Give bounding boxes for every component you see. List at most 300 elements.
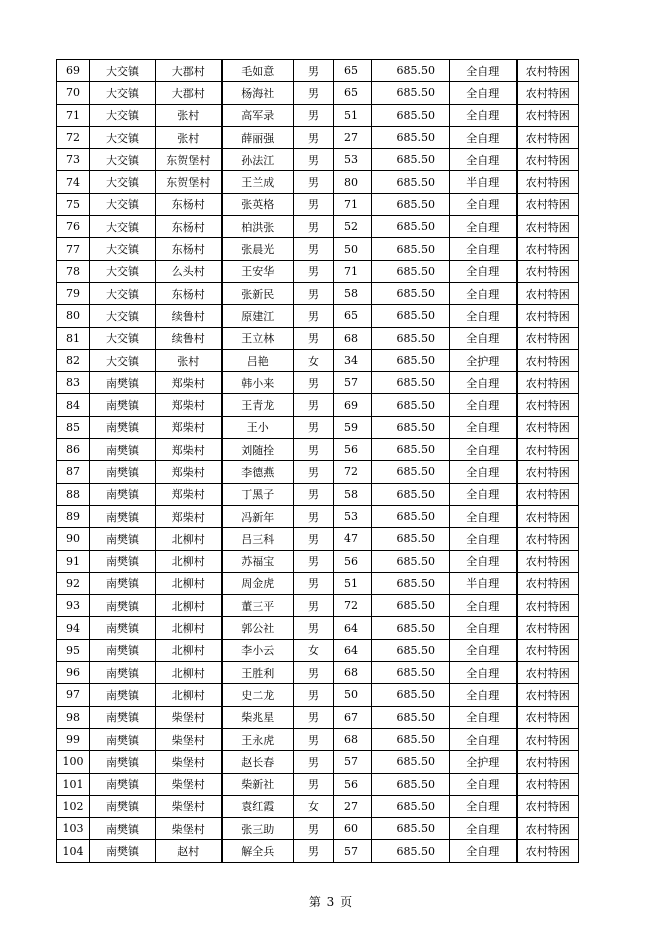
cell-town: 大交镇 [90,260,156,282]
cell-category: 农村特困 [517,260,579,282]
cell-care-level: 全自理 [450,795,517,817]
cell-age: 72 [334,461,372,483]
cell-sex: 男 [294,439,334,461]
cell-sex: 男 [294,595,334,617]
cell-town: 南樊镇 [90,818,156,840]
cell-village: 柴堡村 [156,773,222,795]
cell-sex: 男 [294,617,334,639]
cell-village: 东贺堡村 [156,149,222,171]
cell-care-level: 全自理 [450,305,517,327]
cell-number: 104 [57,840,90,862]
table-row [57,104,579,126]
cell-age: 65 [334,60,372,82]
cell-name: 王永虎 [222,728,294,750]
table-row [57,751,579,773]
cell-care-level: 全自理 [450,684,517,706]
cell-village: 北柳村 [156,617,222,639]
cell-category: 农村特困 [517,416,579,438]
table-row [57,216,579,238]
cell-town: 大交镇 [90,216,156,238]
cell-sex: 男 [294,126,334,148]
table-row [57,528,579,550]
cell-village: 北柳村 [156,550,222,572]
table-row [57,305,579,327]
cell-amount: 685.50 [372,840,450,862]
cell-sex: 男 [294,327,334,349]
table-row [57,260,579,282]
cell-category: 农村特困 [517,193,579,215]
cell-amount: 685.50 [372,728,450,750]
cell-sex: 男 [294,305,334,327]
cell-sex: 男 [294,728,334,750]
cell-village: 续鲁村 [156,305,222,327]
cell-care-level: 全自理 [450,639,517,661]
table-row [57,505,579,527]
cell-village: 东贺堡村 [156,171,222,193]
cell-care-level: 全自理 [450,706,517,728]
cell-number: 73 [57,149,90,171]
cell-village: 郑柴村 [156,416,222,438]
cell-care-level: 全自理 [450,260,517,282]
cell-amount: 685.50 [372,327,450,349]
cell-village: 北柳村 [156,595,222,617]
table-row [57,171,579,193]
table-row [57,684,579,706]
cell-number: 99 [57,728,90,750]
cell-care-level: 全自理 [450,662,517,684]
cell-number: 92 [57,572,90,594]
table-row [57,773,579,795]
cell-town: 大交镇 [90,171,156,193]
cell-age: 65 [334,82,372,104]
cell-care-level: 全自理 [450,82,517,104]
cell-village: 郑柴村 [156,394,222,416]
cell-village: 北柳村 [156,528,222,550]
cell-town: 大交镇 [90,126,156,148]
cell-amount: 685.50 [372,439,450,461]
cell-name: 冯新年 [222,505,294,527]
cell-age: 57 [334,751,372,773]
cell-category: 农村特困 [517,238,579,260]
cell-sex: 男 [294,416,334,438]
table-row [57,818,579,840]
cell-age: 50 [334,238,372,260]
cell-name: 柴兆星 [222,706,294,728]
cell-sex: 女 [294,349,334,371]
page-number: 第 3 页 [308,895,354,909]
cell-amount: 685.50 [372,773,450,795]
cell-category: 农村特困 [517,461,579,483]
table-row [57,461,579,483]
cell-name: 吕艳 [222,349,294,371]
cell-number: 79 [57,282,90,304]
cell-name: 王兰成 [222,171,294,193]
cell-care-level: 全自理 [450,372,517,394]
cell-category: 农村特困 [517,216,579,238]
table-row [57,416,579,438]
table-row [57,327,579,349]
cell-care-level: 全自理 [450,216,517,238]
cell-village: 北柳村 [156,639,222,661]
cell-age: 51 [334,572,372,594]
cell-town: 大交镇 [90,349,156,371]
cell-age: 57 [334,840,372,862]
cell-care-level: 全自理 [450,528,517,550]
table-row [57,193,579,215]
cell-age: 68 [334,662,372,684]
cell-village: 郑柴村 [156,439,222,461]
cell-town: 大交镇 [90,238,156,260]
cell-town: 南樊镇 [90,617,156,639]
cell-category: 农村特困 [517,505,579,527]
cell-amount: 685.50 [372,818,450,840]
cell-name: 张英格 [222,193,294,215]
table-row [57,238,579,260]
table-row [57,840,579,862]
cell-amount: 685.50 [372,282,450,304]
cell-age: 50 [334,684,372,706]
cell-village: 东杨村 [156,282,222,304]
cell-town: 大交镇 [90,60,156,82]
cell-village: 张村 [156,349,222,371]
cell-age: 80 [334,171,372,193]
cell-village: 郑柴村 [156,372,222,394]
cell-amount: 685.50 [372,126,450,148]
cell-category: 农村特困 [517,60,579,82]
cell-category: 农村特困 [517,394,579,416]
cell-amount: 685.50 [372,372,450,394]
cell-name: 李小云 [222,639,294,661]
cell-category: 农村特困 [517,483,579,505]
cell-town: 大交镇 [90,82,156,104]
cell-name: 袁红霞 [222,795,294,817]
cell-town: 南樊镇 [90,483,156,505]
cell-town: 南樊镇 [90,439,156,461]
cell-category: 农村特困 [517,82,579,104]
cell-sex: 男 [294,684,334,706]
cell-sex: 男 [294,149,334,171]
table-row [57,149,579,171]
cell-name: 吕三科 [222,528,294,550]
cell-care-level: 全自理 [450,60,517,82]
cell-town: 南樊镇 [90,416,156,438]
cell-amount: 685.50 [372,617,450,639]
cell-age: 56 [334,773,372,795]
cell-village: 东杨村 [156,193,222,215]
cell-care-level: 全自理 [450,483,517,505]
cell-age: 47 [334,528,372,550]
cell-name: 柏洪张 [222,216,294,238]
cell-sex: 男 [294,193,334,215]
cell-name: 丁黑子 [222,483,294,505]
cell-sex: 男 [294,550,334,572]
cell-sex: 男 [294,216,334,238]
cell-age: 69 [334,394,372,416]
cell-village: 郑柴村 [156,505,222,527]
cell-number: 86 [57,439,90,461]
cell-amount: 685.50 [372,550,450,572]
table-row [57,617,579,639]
cell-number: 98 [57,706,90,728]
cell-number: 101 [57,773,90,795]
cell-village: 么头村 [156,260,222,282]
cell-amount: 685.50 [372,483,450,505]
cell-sex: 男 [294,372,334,394]
cell-name: 王安华 [222,260,294,282]
cell-number: 77 [57,238,90,260]
cell-amount: 685.50 [372,461,450,483]
cell-name: 原建江 [222,305,294,327]
cell-age: 53 [334,505,372,527]
table-row [57,439,579,461]
cell-care-level: 全自理 [450,193,517,215]
cell-village: 柴堡村 [156,728,222,750]
cell-sex: 女 [294,639,334,661]
cell-name: 柴新社 [222,773,294,795]
cell-number: 100 [57,751,90,773]
cell-town: 南樊镇 [90,505,156,527]
cell-amount: 685.50 [372,60,450,82]
cell-amount: 685.50 [372,149,450,171]
cell-care-level: 全护理 [450,751,517,773]
cell-town: 南樊镇 [90,572,156,594]
cell-town: 南樊镇 [90,394,156,416]
cell-age: 58 [334,282,372,304]
cell-village: 大郡村 [156,60,222,82]
cell-care-level: 全自理 [450,840,517,862]
cell-number: 103 [57,818,90,840]
cell-sex: 男 [294,751,334,773]
cell-town: 大交镇 [90,193,156,215]
cell-number: 78 [57,260,90,282]
cell-sex: 男 [294,706,334,728]
cell-village: 柴堡村 [156,818,222,840]
cell-category: 农村特困 [517,171,579,193]
cell-amount: 685.50 [372,706,450,728]
cell-name: 史二龙 [222,684,294,706]
table-row [57,126,579,148]
cell-sex: 男 [294,82,334,104]
cell-age: 59 [334,416,372,438]
cell-care-level: 全自理 [450,595,517,617]
cell-name: 王立林 [222,327,294,349]
cell-category: 农村特困 [517,795,579,817]
cell-number: 96 [57,662,90,684]
cell-number: 102 [57,795,90,817]
table-row [57,372,579,394]
cell-category: 农村特困 [517,773,579,795]
cell-number: 82 [57,349,90,371]
recipient-table [56,59,579,863]
cell-category: 农村特困 [517,751,579,773]
cell-number: 91 [57,550,90,572]
cell-age: 27 [334,126,372,148]
cell-care-level: 全自理 [450,327,517,349]
cell-name: 张晨光 [222,238,294,260]
cell-sex: 男 [294,773,334,795]
cell-category: 农村特困 [517,684,579,706]
cell-age: 34 [334,349,372,371]
cell-number: 90 [57,528,90,550]
cell-name: 王青龙 [222,394,294,416]
cell-town: 大交镇 [90,305,156,327]
cell-town: 大交镇 [90,327,156,349]
cell-category: 农村特困 [517,305,579,327]
cell-number: 87 [57,461,90,483]
cell-name: 解全兵 [222,840,294,862]
table-row [57,662,579,684]
cell-amount: 685.50 [372,260,450,282]
cell-amount: 685.50 [372,394,450,416]
cell-care-level: 全自理 [450,461,517,483]
table-row [57,706,579,728]
cell-number: 88 [57,483,90,505]
cell-care-level: 全自理 [450,818,517,840]
cell-age: 27 [334,795,372,817]
cell-care-level: 全自理 [450,238,517,260]
cell-amount: 685.50 [372,684,450,706]
cell-town: 南樊镇 [90,840,156,862]
cell-amount: 685.50 [372,349,450,371]
table-body [57,60,579,863]
cell-sex: 男 [294,394,334,416]
cell-sex: 男 [294,238,334,260]
cell-name: 韩小来 [222,372,294,394]
cell-village: 赵村 [156,840,222,862]
cell-town: 南樊镇 [90,639,156,661]
cell-town: 南樊镇 [90,751,156,773]
cell-town: 南樊镇 [90,728,156,750]
cell-name: 苏福宝 [222,550,294,572]
cell-village: 东杨村 [156,238,222,260]
cell-care-level: 全自理 [450,550,517,572]
cell-name: 周金虎 [222,572,294,594]
cell-care-level: 全自理 [450,439,517,461]
cell-number: 71 [57,104,90,126]
cell-category: 农村特困 [517,818,579,840]
cell-sex: 男 [294,528,334,550]
cell-age: 68 [334,327,372,349]
cell-sex: 男 [294,505,334,527]
cell-amount: 685.50 [372,662,450,684]
cell-amount: 685.50 [372,193,450,215]
cell-name: 杨海社 [222,82,294,104]
cell-age: 58 [334,483,372,505]
cell-village: 张村 [156,104,222,126]
cell-name: 高军录 [222,104,294,126]
cell-care-level: 全自理 [450,126,517,148]
cell-sex: 男 [294,572,334,594]
cell-name: 薛丽强 [222,126,294,148]
cell-amount: 685.50 [372,416,450,438]
cell-age: 72 [334,595,372,617]
table-row [57,483,579,505]
cell-number: 83 [57,372,90,394]
cell-town: 南樊镇 [90,550,156,572]
cell-number: 75 [57,193,90,215]
cell-category: 农村特困 [517,126,579,148]
cell-village: 柴堡村 [156,706,222,728]
cell-category: 农村特困 [517,372,579,394]
cell-sex: 男 [294,171,334,193]
cell-town: 大交镇 [90,104,156,126]
cell-name: 孙法江 [222,149,294,171]
cell-amount: 685.50 [372,595,450,617]
cell-category: 农村特困 [517,550,579,572]
cell-category: 农村特困 [517,706,579,728]
table-row [57,728,579,750]
cell-care-level: 全自理 [450,282,517,304]
cell-care-level: 半自理 [450,171,517,193]
cell-amount: 685.50 [372,795,450,817]
cell-number: 76 [57,216,90,238]
cell-name: 王小 [222,416,294,438]
cell-amount: 685.50 [372,82,450,104]
cell-number: 70 [57,82,90,104]
cell-town: 南樊镇 [90,461,156,483]
cell-name: 赵长春 [222,751,294,773]
cell-amount: 685.50 [372,528,450,550]
cell-number: 85 [57,416,90,438]
table-row [57,82,579,104]
cell-sex: 女 [294,795,334,817]
cell-category: 农村特困 [517,282,579,304]
cell-age: 53 [334,149,372,171]
cell-care-level: 全自理 [450,773,517,795]
cell-number: 72 [57,126,90,148]
cell-sex: 男 [294,662,334,684]
cell-category: 农村特困 [517,149,579,171]
cell-category: 农村特困 [517,572,579,594]
cell-number: 93 [57,595,90,617]
cell-sex: 男 [294,818,334,840]
cell-number: 95 [57,639,90,661]
cell-name: 王胜利 [222,662,294,684]
cell-town: 南樊镇 [90,372,156,394]
cell-amount: 685.50 [372,639,450,661]
cell-amount: 685.50 [372,238,450,260]
cell-village: 北柳村 [156,684,222,706]
cell-age: 56 [334,439,372,461]
table-row [57,282,579,304]
cell-age: 60 [334,818,372,840]
cell-category: 农村特困 [517,639,579,661]
cell-sex: 男 [294,60,334,82]
cell-number: 89 [57,505,90,527]
cell-amount: 685.50 [372,104,450,126]
cell-sex: 男 [294,483,334,505]
cell-name: 张新民 [222,282,294,304]
cell-name: 张三助 [222,818,294,840]
table-row [57,550,579,572]
cell-number: 97 [57,684,90,706]
cell-town: 南樊镇 [90,662,156,684]
cell-amount: 685.50 [372,751,450,773]
cell-village: 北柳村 [156,572,222,594]
cell-name: 毛如意 [222,60,294,82]
cell-sex: 男 [294,104,334,126]
cell-number: 74 [57,171,90,193]
cell-care-level: 半自理 [450,572,517,594]
cell-category: 农村特困 [517,528,579,550]
cell-village: 郑柴村 [156,483,222,505]
cell-amount: 685.50 [372,572,450,594]
cell-town: 大交镇 [90,282,156,304]
cell-number: 94 [57,617,90,639]
cell-village: 北柳村 [156,662,222,684]
cell-sex: 男 [294,282,334,304]
cell-age: 64 [334,639,372,661]
